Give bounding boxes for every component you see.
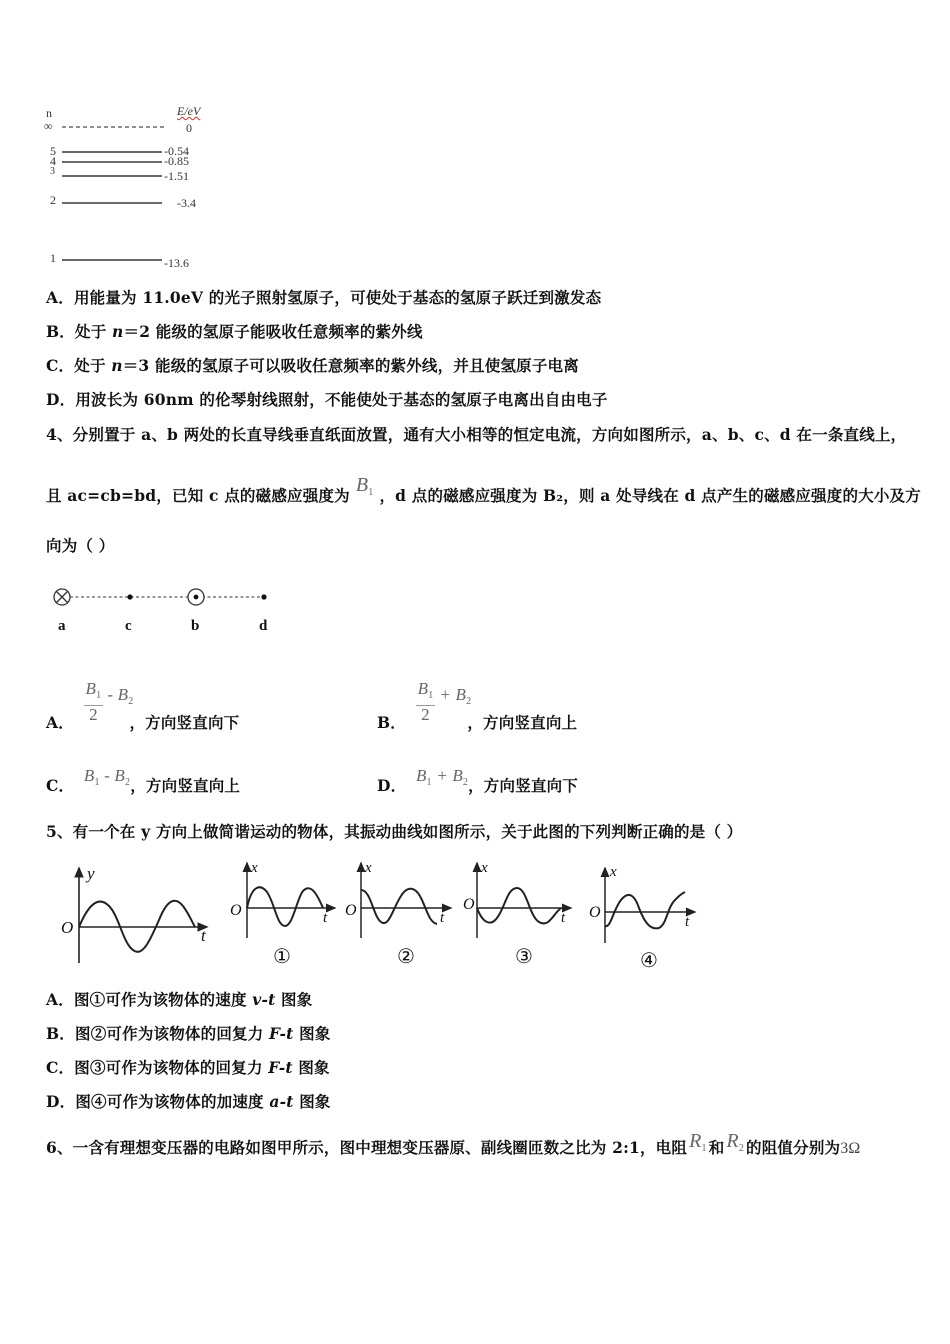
variable-n: n [112,322,124,341]
option-text: ＝3 能级的氢原子可以吸收任意频率的紫外线，并且使氢原子电离 [122,356,579,375]
q5-stem: 5、有一个在 y 方向上做简谐运动的物体，其振动曲线如图所示，关于此图的下列判断正确的是（ ） [46,822,743,841]
option-letter: C． [46,356,75,375]
option-text: 图①可作为该物体的速度 [73,990,253,1009]
stem-text: 6、一含有理想变压器的电路如图甲所示，图中理想变压器原、副线圈匝数之比为 2:1，电阻 [46,1138,688,1157]
energy-level-diagram [40,100,220,275]
q4-stem-line1: 4、分别置于 a、b 两处的长直导线垂直纸面放置，通有大小相等的恒定电流，方向如图所示，a、b、c、d 在一条直线上， [46,425,907,444]
option-text: 图象 [293,1092,331,1111]
level-n-4: 4 [50,154,56,168]
option-text: 图象 [275,990,313,1009]
option-letter: D． [46,1092,76,1111]
q4-stem-line3: 向为（ ） [46,536,115,555]
option-letter: B． [377,712,407,732]
option-letter: C． [46,1058,75,1077]
level-e-3: -1.51 [164,169,189,183]
option-letter: C． [46,776,75,795]
option-variable: F-t [268,1058,293,1077]
level-n-inf: ∞ [44,119,53,133]
option-letter: D． [46,390,76,409]
option-letter: A． [46,288,74,307]
n-axis-label: n [46,106,52,120]
option-letter: D． [377,776,407,795]
expr-b1-half-minus-b2: $\frac{B_1}{2}$ - $B_2$ [85,679,134,724]
option-text: 处于 [74,356,112,375]
point-c-icon [127,594,132,599]
expr-b1-half-plus-b2: $\frac{B_1}{2}$ + $B_2$ [417,679,472,724]
level-e-4: -0.85 [164,154,189,168]
option-direction: ，方向竖直向下 [129,712,240,732]
q4-option-d [377,764,579,795]
label-a: a [58,618,66,634]
option-text: ＝2 能级的氢原子能吸收任意频率的紫外线 [123,322,423,341]
option-variable: a-t [269,1092,294,1111]
level-e-2: -3.4 [177,196,196,210]
graph4-origin: O [589,904,601,921]
q4-wire-figure [50,585,280,640]
q4-option-a [46,679,240,732]
q4-option-b [377,679,578,732]
option-variable: v-t [252,990,276,1009]
option-text: 图象 [292,1058,330,1077]
main-graph-y-label: y [87,864,95,883]
option-text: 图象 [293,1024,331,1043]
energy-level-lines [40,100,220,275]
option-letter: B． [46,322,76,341]
graph3-t-label: t [561,910,566,926]
option-direction: ，方向竖直向上 [130,776,241,795]
expr-b1-minus-b2: $B_1 - B_2$ [83,766,131,788]
wire-line-diagram [50,585,280,615]
graph3-x-label: x [481,860,488,876]
graph4-caption: ④ [640,948,658,972]
main-graph-t-label: t [201,926,206,945]
graph3-origin: O [463,896,475,913]
point-d-icon [261,594,266,599]
expr-b1-plus-b2: $B_1 + B_2$ [415,766,469,788]
label-b: b [191,618,200,634]
option-direction: ，方向竖直向下 [468,776,579,795]
option-text: 处于 [75,322,113,341]
energy-axis-label: E/eV [177,104,201,118]
option-letter: B． [46,1024,76,1043]
graph1-caption: ① [273,944,291,968]
graph1-origin: O [230,902,242,919]
option-text: 用波长为 60nm 的伦琴射线照射，不能使处于基态的氢原子电离出自由电子 [75,390,608,409]
option-text: 用能量为 11.0eV 的光子照射氢原子，可使处于基态的氢原子跃迁到激发态 [73,288,602,307]
q5-option-c [46,1056,330,1078]
q5-vibration-graphs [55,858,715,978]
q6-stem [46,1130,861,1160]
q3-option-d [46,388,608,410]
level-n-5: 5 [50,144,56,158]
option-text: 图③可作为该物体的回复力 [74,1058,269,1077]
q4-option-c [46,764,241,795]
label-c: c [125,618,132,634]
q5-option-d [46,1090,331,1112]
stem-text: 和 [708,1138,725,1157]
level-e-1: -13.6 [164,256,189,270]
symbol-r2: $R_2$ [726,1130,745,1154]
option-text: 图④可作为该物体的加速度 [75,1092,270,1111]
option-letter: A． [46,990,74,1009]
label-d: d [259,618,268,634]
graph4-t-label: t [685,914,690,930]
graph1-x-label: x [251,860,258,876]
resistance-value: 3Ω [840,1140,861,1157]
option-variable: F-t [269,1024,294,1043]
stem-text: 的阻值分别为 [746,1138,841,1157]
option-direction: ，方向竖直向上 [467,712,578,732]
graph2-t-label: t [440,910,445,926]
option-letter: A． [46,712,74,732]
level-e-inf: 0 [186,121,192,135]
q4-stem-line2 [46,474,921,508]
q5-option-a [46,988,312,1010]
symbol-b1: $B_1$ [355,474,374,498]
q3-option-a [46,286,601,308]
variable-n: n [111,356,123,375]
option-text: 图②可作为该物体的回复力 [75,1024,270,1043]
symbol-r1: $R_1$ [689,1130,707,1154]
stem-text: ，d 点的磁感应强度为 B₂，则 a 处导线在 d 点产生的磁感应强度的大小及方 [379,486,921,505]
stem-text: 且 ac=cb=bd，已知 c 点的磁感应强度为 [46,486,350,505]
graph2-x-label: x [365,860,372,876]
q3-option-c [46,354,579,376]
graph1-t-label: t [323,910,328,926]
main-graph-origin: O [61,918,74,937]
level-e-5: -0.54 [164,144,189,158]
q3-option-b [46,320,423,342]
level-n-3: 3 [50,166,55,177]
q5-option-b [46,1022,331,1044]
graph4-x-label: x [610,864,617,880]
level-n-2: 2 [50,193,56,207]
level-n-1: 1 [50,251,56,265]
graph3-caption: ③ [515,944,533,968]
graph2-origin: O [345,902,357,919]
graph2-caption: ② [397,944,415,968]
